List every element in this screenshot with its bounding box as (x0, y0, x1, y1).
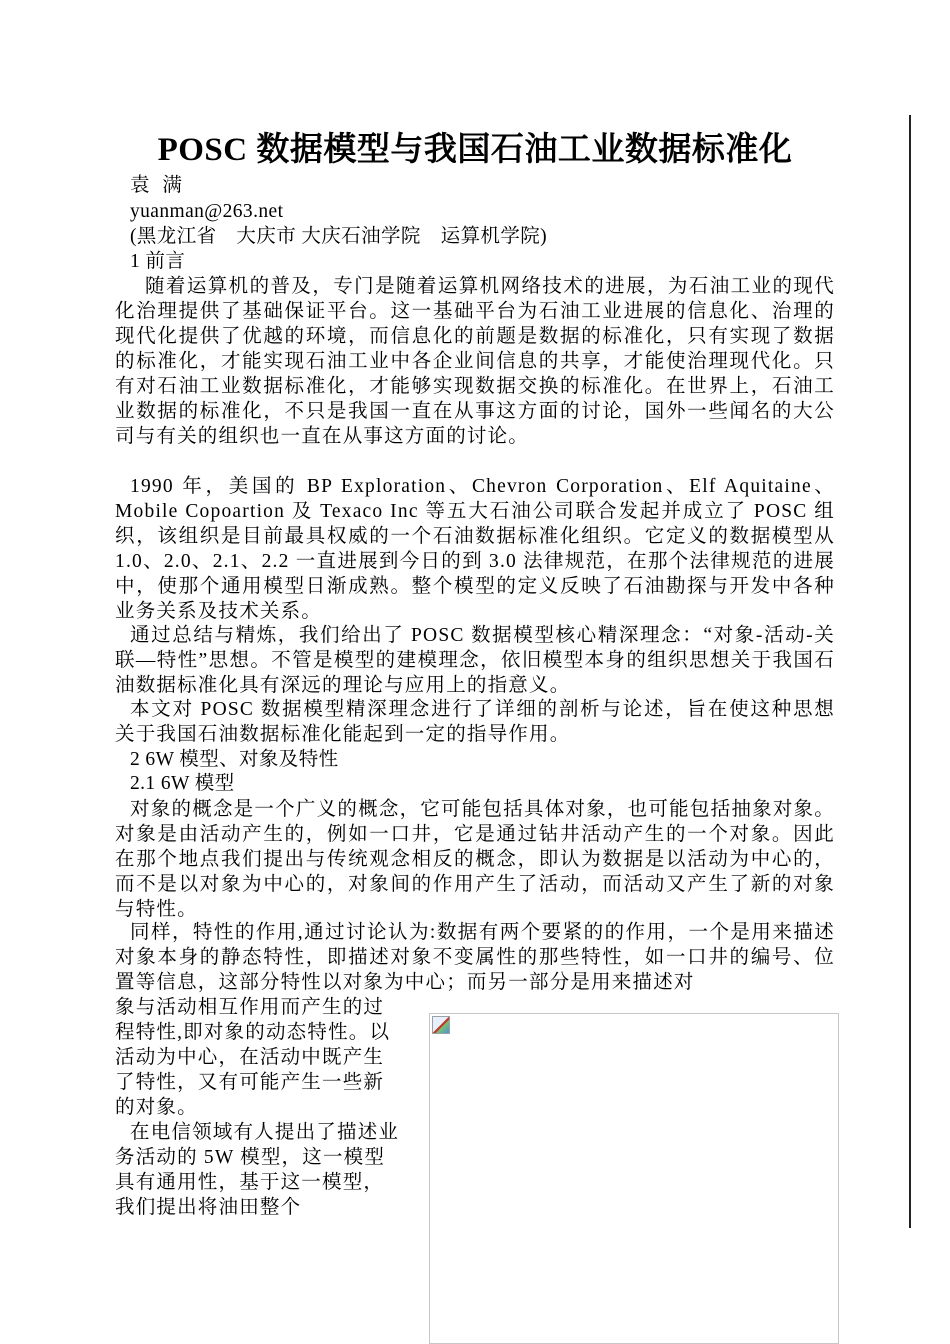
intro-paragraph-4: 本文对 POSC 数据模型精深理念进行了详细的剖析与论述，旨在使这种思想关于我国石油数据标准化能起到一定的指导作用。 (115, 699, 835, 745)
intro-paragraph-2: 1990 年，美国的 BP Exploration、Chevron Corporation、Elf Aquitaine、Mobile Copoartion 及 Texaco Inc 等五大石油公司联合发起并成立了 POSC 组织，该组织是目前最具权威的一个石油数据标准化组织。它定义的数据模型从 1.0、2.0、2.1、2.2 一直进展到今日的到 3.0 法律规范，在那个法律规范的进展中，使那个通用模型日渐成熟。整个模型的定义反映了石油勘探与开发中各种业务关系及技术关系。 (115, 476, 835, 622)
intro-paragraph-1: 随着运算机的普及，专门是随着运算机网络技术的进展，为石油工业的现代化治理提供了基础保证平台。这一基础平台为石油工业进展的信息化、治理的现代化提供了优越的环境，而信息化的前题是数据的标准化，只有实现了数据的标准化，才能实现石油工业中各企业间信息的共享，才能使治理现代化。只有对石油工业数据标准化，才能够实现数据交换的标准化。在世界上，石油工业数据的标准化，不只是我国一直在从事这方面的讨论，国外一些闻名的大公司与有关的组织也一直在从事这方面的讨论。 (115, 276, 835, 447)
section-heading-intro: 1 前言 (130, 251, 186, 272)
model-paragraph-2-continued: 象与活动相互作用而产生的过程特性,即对象的动态特性。以活动为中心，在活动中既产生了特性，又有可能产生一些新的对象。 (115, 997, 391, 1118)
broken-image-icon (432, 1016, 450, 1034)
intro-paragraph-3: 通过总结与精炼，我们给出了 POSC 数据模型核心精深理念：“对象-活动-关联—特性”思想。不管是模型的建模理念，依旧模型本身的组织思想关于我国石油数据标准化具有深远的理论与应用上的指意义。 (115, 625, 835, 696)
document-title: POSC 数据模型与我国石油工业数据标准化 (157, 132, 793, 168)
model-paragraph-3: 在电信领域有人提出了描述业务活动的 5W 模型，这一模型具有通用性，基于这一模型，我们提出将油田整个 (115, 1122, 400, 1218)
subsection-heading-6w-model: 2.1 6W 模型 (130, 773, 235, 794)
model-paragraph-1: 对象的概念是一个广义的概念，它可能包括具体对象，也可能包括抽象对象。对象是由活动产生的，例如一口井，它是通过钻井活动产生的一个对象。因此在那个地点我们提出与传统观念相反的概念，即认为数据是以活动为中心的，而不是以对象为中心的，对象间的作用产生了活动，而活动又产生了新的对象与特性。 (115, 799, 835, 920)
section-heading-6w: 2 6W 模型、对象及特性 (130, 749, 339, 770)
author-name: 袁 满 (130, 175, 186, 196)
model-paragraph-2: 同样，特性的作用,通过讨论认为:数据有两个要紧的的作用，一个是用来描述对象本身的静态特性，即描述对象不变属性的那些特性，如一口井的编号、位置等信息，这部分特性以对象为中心；而另一部分是用来描述对 (115, 922, 835, 993)
page-right-border (909, 115, 911, 1228)
author-email: yuanman@263.net (130, 201, 284, 222)
author-affiliation: (黑龙江省 大庆市 大庆石油学院 运算机学院) (130, 226, 548, 247)
figure-placeholder (429, 1013, 839, 1344)
